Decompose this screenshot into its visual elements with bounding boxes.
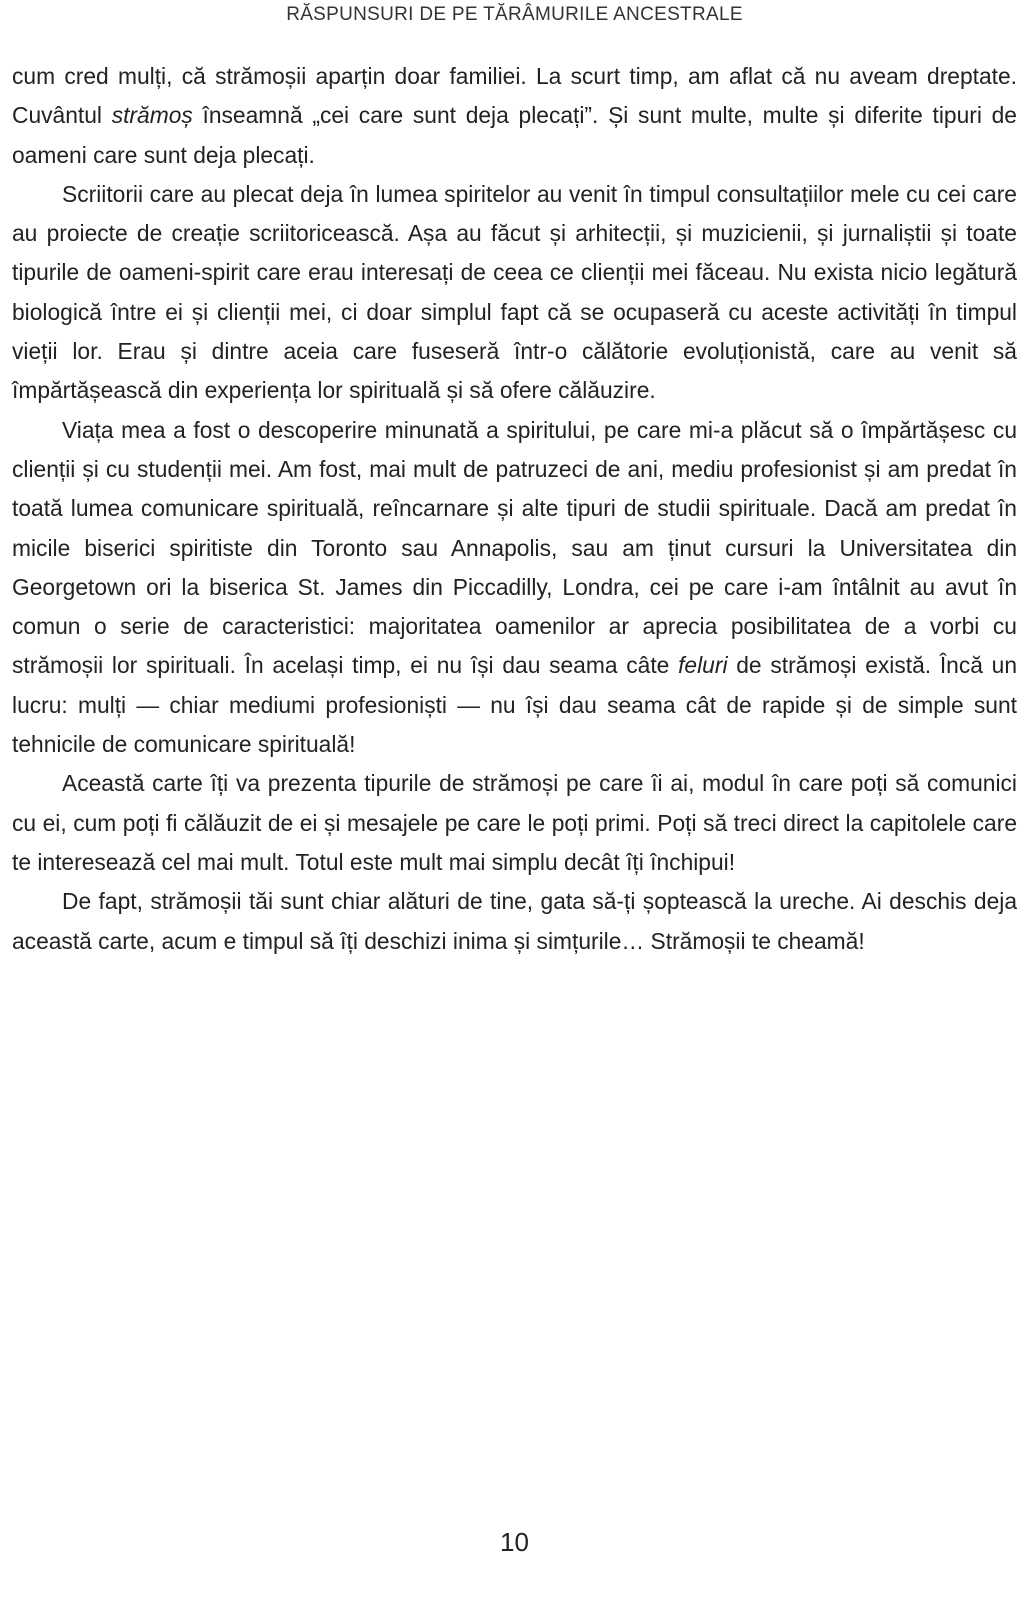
paragraph-1-italic-word: strămoș	[111, 102, 193, 129]
paragraph-5: De fapt, strămoșii tăi sunt chiar alături de tine, gata să-ți șoptească la ureche. Ai deschis deja această carte, acum e timpul să îți deschizi inima și simțurile… Strămoșii te cheamă!	[12, 888, 1017, 954]
paragraph-4: Această carte îți va prezenta tipurile de strămoși pe care îi ai, modul în care poți să comunici cu ei, cum poți fi călăuzit de ei și mesajele pe care le poți primi. Poți să treci direct la capitolele care te interesează cel mai mult. Totul este mult mai simplu decât îți închipui!	[12, 770, 1017, 875]
body-text	[12, 57, 1017, 961]
paragraph-2: Scriitorii care au plecat deja în lumea spiritelor au venit în timpul consultațiilor mele cu cei care au proiecte de creație scriitoricească. Așa au făcut și arhitecții, și muzicienii, și jurnaliștii și toate tipurile de oameni-spirit care erau interesați de ceea ce clienții mei făceau. Nu exista nicio legătură biologică între ei și clienții mei, ci doar simplul fapt că se ocupaseră cu aceste activități în timpul vieții lor. Erau și dintre aceia care fuseseră într-o călătorie evoluționistă, care au venit să împărtășească din experiența lor spirituală și să ofere călăuzire.	[12, 180, 1017, 404]
running-header: RĂSPUNSURI DE PE TĂRÂMURILE ANCESTRALE	[286, 4, 743, 25]
page-number: 10	[500, 1527, 529, 1557]
paragraph-1-text-a: cum cred mulți, că strămoșii aparțin doar familiei. La scurt timp, am aflat că nu aveam dreptate. Cuvântul	[12, 63, 1017, 129]
paragraph-3-text-b: de strămoși există. Încă un lucru: mulți — chiar mediumi profesioniști — nu își dau seama cât de rapide și de simple sunt tehnicile de comunicare spirituală!	[12, 652, 1017, 758]
paragraph-3-italic-word: feluri	[678, 652, 728, 679]
paragraph-3-text-a: Viața mea a fost o descoperire minunată a spiritului, pe care mi-a plăcut să o împărtășesc cu clienții și cu studenții mei. Am fost, mai mult de patruzeci de ani, mediu profesionist și am predat în toată lumea comunicare spirituală, reîncarnare și alte tipuri de studii spirituale. Dacă am predat în micile biserici spiritiste din Toronto sau Annapolis, sau am ținut cursuri la Universitatea din Georgetown ori la biserica St. James din Piccadilly, Londra, cei pe care i-am întâlnit au avut în comun o serie de caracteristici: majoritatea oamenilor ar aprecia posibilitatea de a vorbi cu strămoșii lor spirituali. În același timp, ei nu își dau seama câte	[12, 416, 1017, 679]
paragraph-1-text-b: înseamnă „cei care sunt deja plecați”. Și sunt multe, multe și diferite tipuri de oameni care sunt deja plecați.	[12, 102, 1017, 168]
paragraph-1	[12, 57, 1017, 175]
paragraph-3	[12, 411, 1017, 765]
